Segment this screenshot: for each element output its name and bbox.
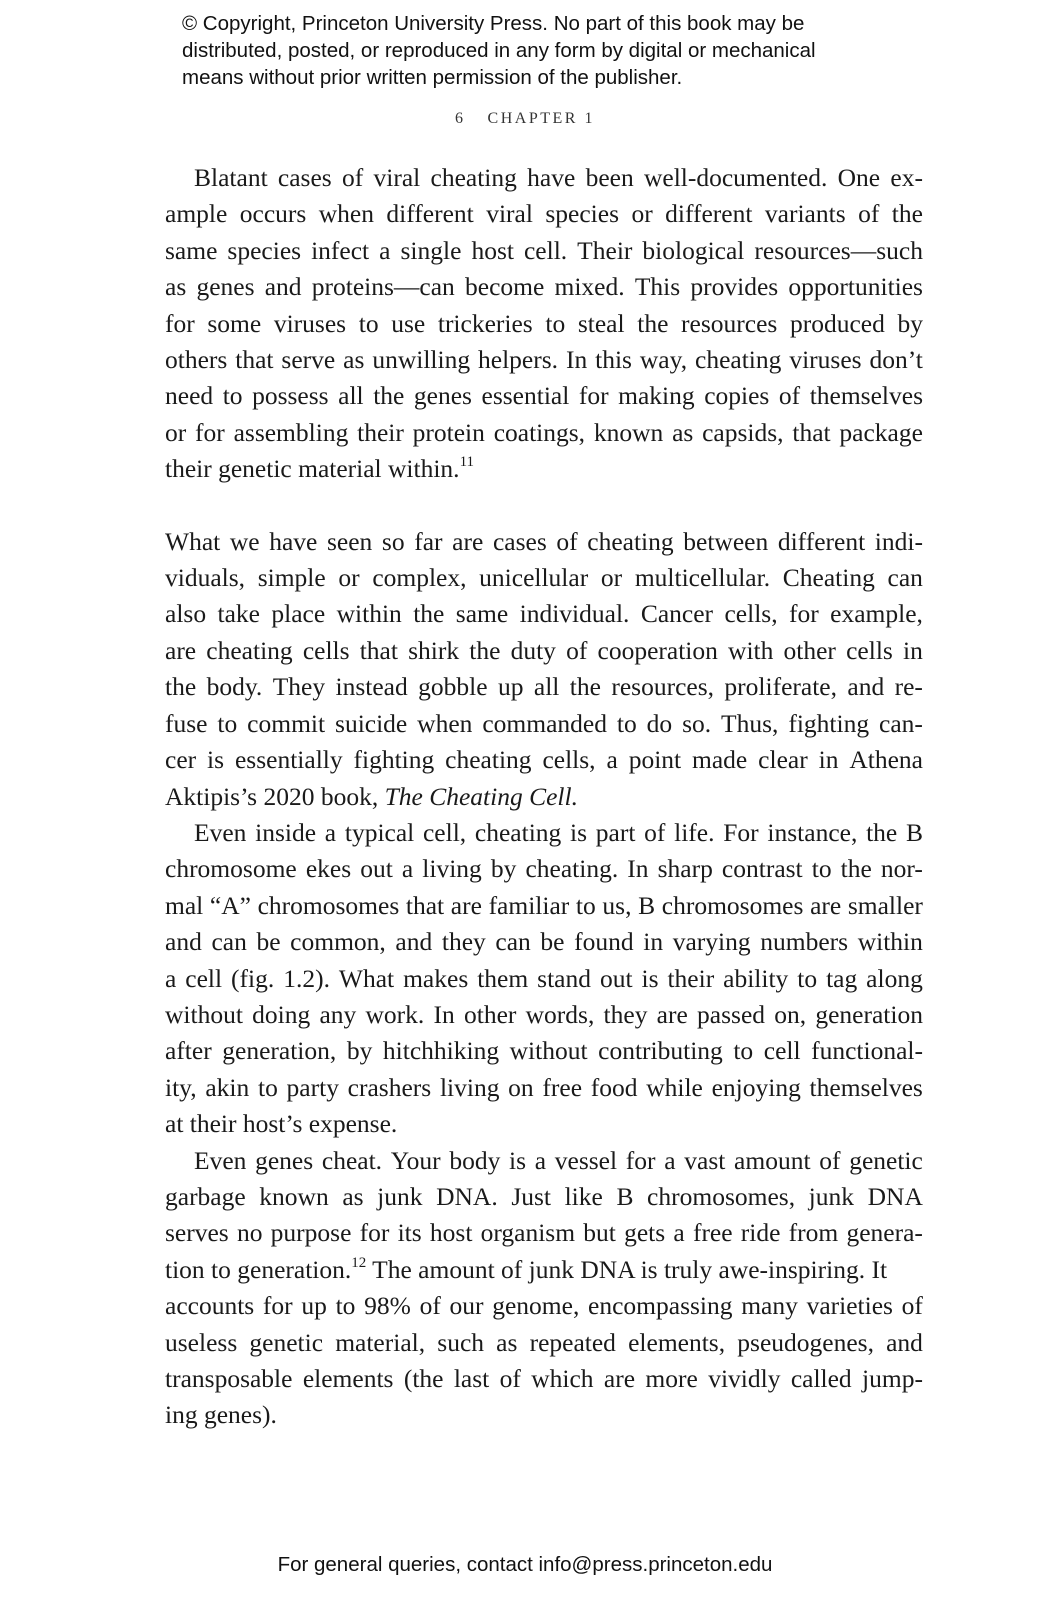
copyright-notice: [182, 10, 902, 91]
text-line: are cheating cells that shirk the duty of cooperation with other cells in: [165, 635, 923, 665]
paragraph: [165, 524, 923, 815]
text-line: the body. They instead gobble up all the resources, proliferate, and re-: [165, 672, 923, 702]
paragraph: [165, 1143, 923, 1434]
text-line: serves no purpose for its host organism but gets a free ride from genera-: [165, 1218, 923, 1248]
text-line: as genes and proteins—can become mixed. This provides opportunities: [165, 272, 923, 302]
body-text: [165, 160, 923, 1434]
text-line: Even genes cheat. Your body is a vessel for a vast amount of genetic: [194, 1145, 923, 1175]
running-head: [0, 110, 1050, 128]
book-title: The Cheating Cell.: [384, 781, 578, 811]
text-line: useless genetic material, such as repeated elements, pseudogenes, and: [165, 1327, 923, 1357]
text-line: cer is essentially fighting cheating cells, a point made clear in Athena: [165, 745, 923, 775]
text-line: ity, akin to party crashers living on free food while enjoying themselves: [165, 1072, 923, 1102]
text-line: others that serve as unwilling helpers. In this way, cheating viruses don’t: [165, 345, 923, 375]
chapter-label: CHAPTER 1: [487, 110, 595, 127]
text-line: accounts for up to 98% of our genome, encompassing many varieties of: [165, 1291, 923, 1321]
text-line: for some viruses to use trickeries to steal the resources produced by: [165, 308, 923, 338]
text-line: need to possess all the genes essential for making copies of themselves: [165, 381, 923, 411]
footer-contact: For general queries, contact info@press.princeton.edu: [277, 1553, 773, 1576]
text-line: transposable elements (the last of which are more vividly called jump-: [165, 1364, 923, 1393]
text-line: ample occurs when different viral species or different variants of the: [165, 199, 923, 229]
text-line: chromosome ekes out a living by cheating. In sharp contrast to the nor-: [165, 854, 923, 884]
text-line: without doing any work. In other words, they are passed on, generation: [165, 999, 923, 1029]
paragraph: [165, 815, 923, 1143]
text-line: at their host’s expense.: [165, 1109, 398, 1139]
text-line: same species infect a single host cell. Their biological resources—such: [165, 235, 923, 265]
copyright-line: means without prior written permission of the publisher.: [182, 66, 683, 89]
text-line: a cell (fig. 1.2). What makes them stand out is their ability to tag along: [165, 963, 923, 993]
text-line: Even inside a typical cell, cheating is part of life. For instance, the B: [194, 817, 923, 847]
text-line-content: The amount of junk DNA is truly awe-inspiring. It: [366, 1254, 888, 1284]
copyright-line: distributed, posted, or reproduced in any form by digital or mechanical: [182, 39, 816, 62]
text-line: or for assembling their protein coatings, known as capsids, that package: [165, 417, 923, 447]
text-line: fuse to commit suicide when commanded to do so. Thus, fighting can-: [165, 708, 923, 738]
paragraph: [165, 160, 923, 488]
copyright-line: © Copyright, Princeton University Press. No part of this book may be: [182, 12, 805, 35]
text-line: ing genes).: [165, 1400, 277, 1430]
footnote-reference[interactable]: 12: [351, 1254, 367, 1271]
text-line-content: tion to generation.: [165, 1254, 352, 1284]
text-line: after generation, by hitchhiking without contributing to cell functional-: [165, 1036, 923, 1066]
page-number: 6: [455, 110, 466, 127]
footnote-reference[interactable]: 11: [459, 454, 475, 471]
text-line: Blatant cases of viral cheating have been well-documented. One ex-: [194, 163, 923, 192]
text-line: [165, 779, 923, 815]
text-line-content: Aktipis’s 2020 book,: [165, 781, 385, 811]
text-line: and can be common, and they can be found in varying numbers within: [165, 927, 923, 957]
text-line: [165, 451, 923, 487]
text-line: [165, 1252, 923, 1288]
text-line: viduals, simple or complex, unicellular or multicellular. Cheating can: [165, 563, 923, 593]
text-line-content: their genetic material within.: [165, 454, 460, 484]
text-line: mal “A” chromosomes that are familiar to us, B chromosomes are smaller: [165, 890, 923, 920]
text-line: What we have seen so far are cases of cheating between different indi-: [165, 526, 923, 556]
text-line: also take place within the same individual. Cancer cells, for example,: [165, 599, 923, 629]
text-line: garbage known as junk DNA. Just like B chromosomes, junk DNA: [165, 1181, 923, 1211]
